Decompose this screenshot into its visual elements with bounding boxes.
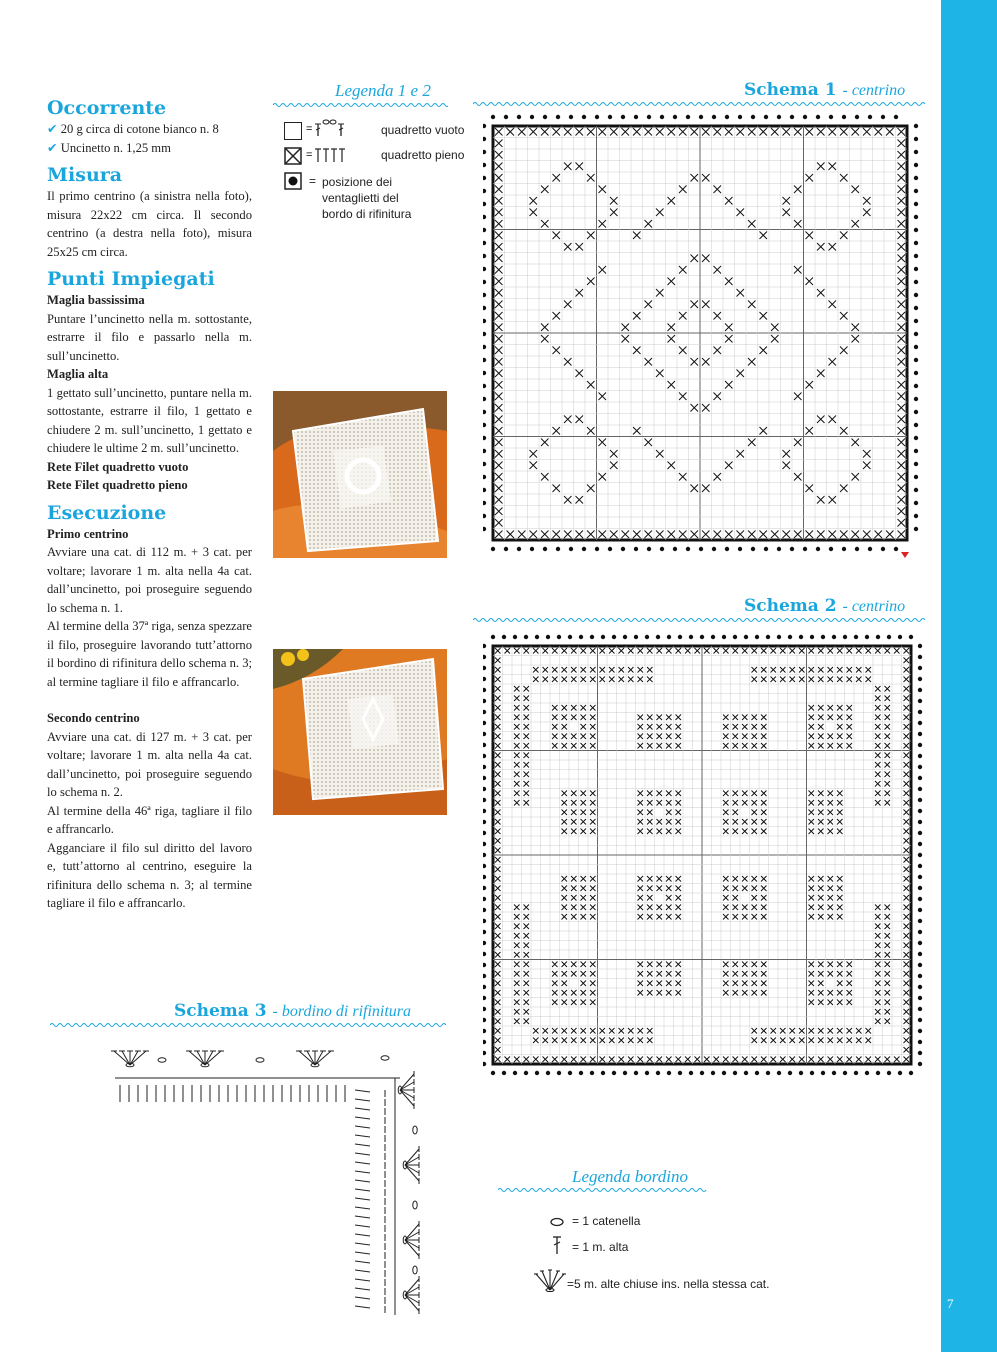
maglia-alta-text: 1 gettato sull’uncinetto, puntare nella m. sottostante, estrarre il filo, 1 gettato e chiudere 2 m. sull’uncinetto, 1 gettato e chiudere le ultime 2 m. sull’uncinetto.: [47, 385, 252, 455]
check-icon: ✔: [47, 122, 58, 136]
primo-centrino-text: Avviare una cat. di 112 m. + 3 cat. per voltare; lavorare 1 m. alta nella 4a cat. dall’uncinetto, poi proseguire seguendo lo schema n. 1.: [47, 545, 252, 615]
page-sidebar-band: [941, 0, 997, 1352]
empty-square-icon: [284, 122, 302, 140]
maglia-bassissima-title: Maglia bassissima: [47, 293, 145, 307]
wave-divider: [50, 1022, 447, 1028]
filled-square-icon: [284, 147, 303, 166]
legend-catenella: = 1 catenella: [572, 1214, 641, 1228]
maglia-bassissima-text: Puntare l’uncinetto nella m. sottostante, estrarre il filo e passarlo nella m. sull’uncinetto.: [47, 311, 252, 363]
chain-stitch-icon: [549, 1217, 565, 1227]
legend-posizione-label: posizione dei ventaglietti del bordo di rifinitura: [322, 175, 412, 221]
legend-ventaglio: =5 m. alte chiuse ins. nella stessa cat.: [567, 1277, 770, 1291]
rete-vuoto-title: Rete Filet quadretto vuoto: [47, 459, 189, 474]
schema3-border-chart: [100, 1040, 440, 1320]
primo-centrino-title: Primo centrino: [47, 526, 129, 541]
punti-heading: Punti Impiegati: [47, 268, 215, 290]
esecuzione-heading: Esecuzione: [47, 501, 167, 524]
maglia-alta-title: Maglia alta: [47, 367, 109, 381]
misura-heading: Misura: [47, 164, 123, 186]
schema3-title: Schema 3 - bordino di rifinitura: [174, 1001, 412, 1021]
secondo-centrino-text: Agganciare il filo sul diritto del lavoro e, tutt’attorno al centrino, eseguire la rifinitura dello schema n. 3; al termine tagliare il filo e affrancarlo.: [47, 840, 252, 910]
wave-divider: [473, 617, 926, 623]
fan-stitch-icon: [533, 1268, 567, 1292]
secondo-centrino-text: Avviare una cat. di 127 m. + 3 cat. per voltare; lavorare 1 m. alta nella 4a cat. dall’uncinetto, poi proseguire seguendo lo schema n. 2.: [47, 729, 252, 799]
dot-square-icon: [284, 172, 303, 191]
legend-vuoto-label: quadretto vuoto: [381, 123, 465, 137]
wave-divider: [473, 101, 926, 107]
schema2-filet-chart: [483, 632, 931, 1134]
legenda-bordino-title: Legenda bordino: [572, 1167, 689, 1186]
occorrente-item: ✔ 20 g circa di cotone bianco n. 8: [47, 122, 219, 136]
treble-crochet-icon: [551, 1235, 563, 1255]
four-crochet-symbol-icon: [306, 144, 350, 166]
legend-pieno-label: quadretto pieno: [381, 148, 465, 162]
wave-divider: [498, 1187, 708, 1193]
svg-text:=: =: [306, 123, 313, 135]
legend-eq: =: [309, 174, 317, 188]
schema2-title: Schema 2 - centrino: [744, 596, 906, 616]
occorrente-item: ✔ Uncinetto n. 1,25 mm: [47, 140, 171, 155]
occorrente-heading: Occorrente: [47, 97, 167, 119]
misura-text: Il primo centrino (a sinistra nella foto), misura 22x22 cm circa. Il secondo centrino (a destra nella foto), misura 25x25 cm circa.: [47, 189, 252, 259]
centrino-photo-2: [273, 649, 447, 815]
wave-divider: [273, 102, 448, 108]
centrino-photo-1: [273, 391, 447, 558]
svg-text:=: =: [306, 149, 313, 161]
secondo-centrino-title: Secondo centrino: [47, 711, 140, 725]
schema1-filet-chart: [483, 112, 923, 560]
check-icon: ✔: [47, 140, 58, 155]
instructions-column: [47, 96, 252, 913]
legend-malta: = 1 m. alta: [572, 1240, 629, 1254]
rete-pieno-title: Rete Filet quadretto pieno: [47, 478, 188, 492]
double-crochet-symbol-icon: [306, 118, 350, 140]
schema1-title: Schema 1 - centrino: [744, 80, 906, 100]
page-number: 7: [947, 1296, 954, 1311]
secondo-centrino-text: Al termine della 46ª riga, tagliare il filo e affrancarlo.: [47, 803, 252, 836]
legenda-title: Legenda 1 e 2: [335, 81, 431, 100]
primo-centrino-text: Al termine della 37ª riga, senza spezzare il filo, proseguire lavorando tutt’attorno il bordino di rifinitura dello schema n. 3; al termine tagliare il filo e affrancarlo.: [47, 619, 252, 689]
